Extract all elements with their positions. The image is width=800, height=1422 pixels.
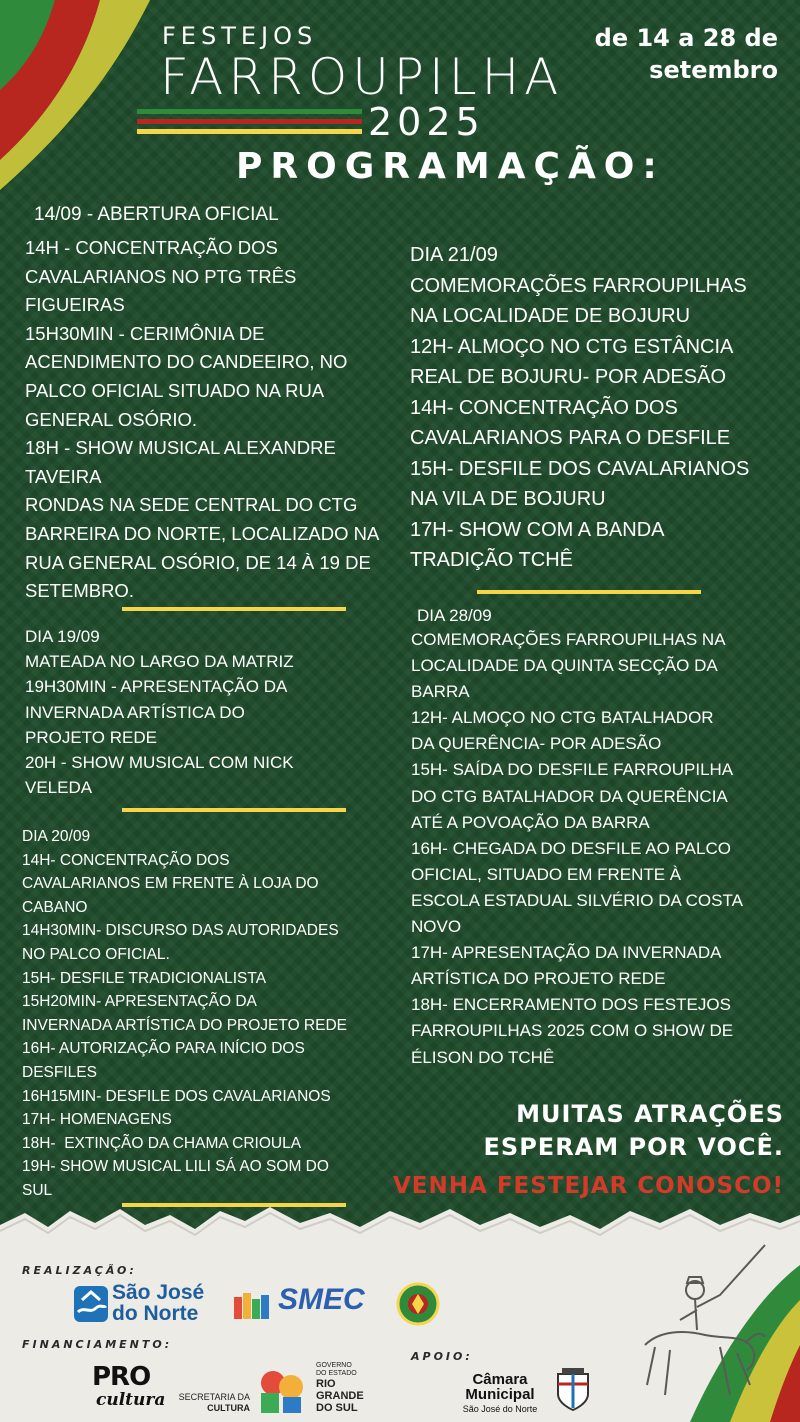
schedule-line: INVERNADA ARTÍSTICA DO PROJETO REDE (22, 1016, 348, 1034)
round-emblem-logo (396, 1280, 440, 1328)
schedule-line: SETEMBRO. (25, 580, 134, 602)
logo-smec-text: SMEC (278, 1283, 365, 1316)
closing-message (384, 1098, 784, 1203)
schedule-line: 12H- ALMOÇO NO CTG ESTÂNCIA (410, 335, 734, 358)
realizacao-label: REALIZAÇÃO: (22, 1264, 137, 1277)
logo-cultura-text: cultura (96, 1390, 166, 1410)
gaucho-rider-illustration (625, 1235, 775, 1415)
secretaria-line-2: CULTURA (207, 1403, 250, 1413)
schedule-line: CAVALARIANOS NO PTG TRÊS (25, 265, 297, 287)
closing-call-to-action: VENHA FESTEJAR CONOSCO! (393, 1173, 784, 1199)
schedule-line: 15H- DESFILE DOS CAVALARIANOS (410, 457, 750, 480)
schedule-line: PROJETO REDE (25, 727, 157, 747)
schedule-line: 17H- SHOW COM A BANDA (410, 518, 665, 541)
schedule-list-14-09 (25, 234, 405, 606)
books-icon (232, 1289, 276, 1321)
schedule-heading: DIA 21/09 (410, 244, 498, 266)
schedule-line: 20H - SHOW MUSICAL COM NICK (25, 753, 294, 773)
schedule-line: 14H30MIN- DISCURSO DAS AUTORIDADES (22, 922, 339, 940)
schedule-line: 12H- ALMOÇO NO CTG BATALHADOR (411, 708, 714, 728)
schedule-line: PALCO OFICIAL SITUADO NA RUA (25, 379, 325, 401)
title-yellow-bar (137, 129, 362, 134)
programacao-heading: PROGRAMAÇÃO: (236, 146, 665, 187)
schedule-line: VELEDA (25, 778, 93, 798)
rgs-line-1: RIO (316, 1378, 336, 1390)
schedule-line: 15H20MIN- APRESENTAÇÃO DA (22, 993, 257, 1011)
schedule-line: NA LOCALIDADE DE BOJURU (410, 305, 691, 327)
schedule-line: OFICIAL, SITUADO EM FRENTE À (411, 864, 682, 884)
schedule-line: 18H - SHOW MUSICAL ALEXANDRE (25, 437, 336, 459)
schedule-line: 15H30MIN - CERIMÔNIA DE (25, 322, 265, 344)
schedule-heading-28-09-wrap (417, 603, 787, 628)
schedule-line: DESFILES (22, 1063, 97, 1081)
schedule-line: GENERAL OSÓRIO. (25, 408, 198, 430)
dates-line-2: setembro (649, 56, 778, 84)
schedule-line: 16H15MIN- DESFILE DOS CAVALARIANOS (22, 1087, 331, 1105)
governo-line-2: DO ESTADO (316, 1370, 357, 1377)
closing-line-2: ESPERAM POR VOCÊ. (483, 1133, 784, 1161)
camara-line-3: São José do Norte (462, 1404, 538, 1414)
schedule-block-28-09 (411, 627, 796, 1071)
schedule-line: 15H- DESFILE TRADICIONALISTA (22, 969, 267, 987)
logo-pro-text: PRO (92, 1362, 151, 1392)
schedule-line: BARRA (411, 682, 470, 702)
pro-cultura-logo (92, 1362, 166, 1414)
title-festejos: FESTEJOS (162, 22, 318, 50)
smec-logo (232, 1283, 382, 1329)
schedule-line: SUL (22, 1181, 53, 1199)
schedule-line: INVERNADA ARTÍSTICA DO (25, 702, 245, 722)
closing-line-1: MUITAS ATRAÇÕES (516, 1100, 784, 1128)
schedule-line: 16H- AUTORIZAÇÃO PARA INÍCIO DOS (22, 1040, 305, 1058)
schedule-line: 18H- EXTINÇÃO DA CHAMA CRIOULA (22, 1134, 302, 1152)
schedule-line: 15H- SAÍDA DO DESFILE FARROUPILHA (411, 760, 734, 780)
schedule-line: FARROUPILHAS 2025 COM O SHOW DE (411, 1021, 734, 1041)
camara-line-2: Municipal (465, 1386, 535, 1403)
secretaria-line-1: SECRETARIA DA (178, 1392, 250, 1402)
schedule-line: 19H30MIN - APRESENTAÇÃO DA (25, 677, 288, 697)
schedule-line: ÉLISON DO TCHÊ (411, 1047, 555, 1067)
schedule-line: FIGUEIRAS (25, 294, 125, 316)
schedule-line: 17H- HOMENAGENS (22, 1111, 172, 1129)
schedule-line: MATEADA NO LARGO DA MATRIZ (25, 652, 294, 672)
schedule-line: ESCOLA ESTADUAL SILVÉRIO DA COSTA (411, 890, 743, 910)
schedule-block-14-09 (34, 202, 404, 228)
logo-sjn-line-2: do Norte (112, 1302, 199, 1325)
schedule-line: CAVALARIANOS EM FRENTE À LOJA DO (22, 875, 319, 893)
title-year: 2025 (368, 100, 485, 144)
schedule-line: 14H- CONCENTRAÇÃO DOS (410, 396, 678, 419)
city-emblem-icon (72, 1284, 110, 1324)
apoio-label: APOIO: (411, 1350, 473, 1363)
schedule-line: CAVALARIANOS PARA O DESFILE (410, 427, 731, 449)
schedule-line: NA VILA DE BOJURU (410, 488, 606, 510)
schedule-line: TRADIÇÃO TCHÊ (410, 549, 573, 571)
schedule-line: COMEMORAÇÕES FARROUPILHAS NA (411, 630, 726, 649)
logo-sjn-line-1: São José (112, 1281, 205, 1304)
title-farroupilha: FARROUPILHA (160, 48, 564, 106)
schedule-line: COMEMORAÇÕES FARROUPILHAS (410, 274, 747, 297)
rgs-line-2: GRANDE (316, 1390, 364, 1402)
schedule-line: NOVO (411, 917, 462, 937)
title-red-bar (137, 119, 362, 124)
dates-line-1: de 14 a 28 de (594, 24, 778, 52)
rs-government-emblem (253, 1365, 311, 1415)
schedule-line: LOCALIDADE DA QUINTA SECÇÃO DA (411, 656, 718, 676)
sao-jose-do-norte-logo (72, 1280, 212, 1332)
coat-of-arms-icon (548, 1368, 598, 1414)
governo-rs-text (316, 1362, 376, 1414)
schedule-line: 14H- CONCENTRAÇÃO DOS (22, 851, 230, 869)
schedule-line: RUA GENERAL OSÓRIO, DE 14 À 19 DE (25, 551, 371, 573)
schedule-line: 17H- APRESENTAÇÃO DA INVERNADA (411, 943, 722, 963)
secretaria-cultura-text (178, 1392, 250, 1414)
flag-stripes-decoration (0, 0, 150, 220)
governo-line-1: GOVERNO (316, 1362, 352, 1369)
camara-municipal-logo (455, 1372, 545, 1415)
schedule-block-20-09 (22, 825, 407, 1203)
schedule-heading: DIA 19/09 (25, 627, 100, 646)
schedule-line: NO PALCO OFICIAL. (22, 945, 170, 963)
schedule-heading: DIA 28/09 (417, 606, 492, 625)
schedule-heading: 14/09 - ABERTURA OFICIAL (34, 204, 279, 225)
schedule-line: 14H - CONCENTRAÇÃO DOS (25, 237, 278, 258)
schedule-line: DA QUERÊNCIA- POR ADESÃO (411, 734, 662, 754)
schedule-line: CABANO (22, 898, 88, 916)
schedule-block-21-09 (410, 240, 795, 576)
separator-line (122, 607, 346, 611)
schedule-line: 18H- ENCERRAMENTO DOS FESTEJOS (411, 995, 731, 1015)
schedule-heading: DIA 20/09 (22, 828, 91, 845)
schedule-line: ACENDIMENTO DO CANDEEIRO, NO (25, 351, 348, 373)
financiamento-label: FINANCIAMENTO: (22, 1338, 173, 1351)
rgs-line-3: DO SUL (316, 1402, 358, 1414)
schedule-line: BARREIRA DO NORTE, LOCALIZADO NA (25, 522, 380, 544)
schedule-line: ARTÍSTICA DO PROJETO REDE (411, 969, 666, 989)
title-green-bar (137, 109, 362, 114)
schedule-line: 16H- CHEGADA DO DESFILE AO PALCO (411, 838, 731, 858)
schedule-block-19-09 (25, 624, 405, 800)
schedule-line: ATÉ A POVOAÇÃO DA BARRA (411, 812, 650, 832)
event-dates (548, 22, 778, 86)
camara-line-1: Câmara (472, 1371, 528, 1388)
schedule-line: 19H- SHOW MUSICAL LILI SÁ AO SOM DO (22, 1158, 329, 1176)
schedule-line: RONDAS NA SEDE CENTRAL DO CTG (25, 494, 358, 516)
schedule-line: TAVEIRA (25, 465, 102, 487)
separator-line (477, 590, 701, 594)
schedule-line: REAL DE BOJURU- POR ADESÃO (410, 366, 726, 388)
schedule-line: DO CTG BATALHADOR DA QUERÊNCIA (411, 786, 728, 806)
separator-line (122, 808, 346, 812)
